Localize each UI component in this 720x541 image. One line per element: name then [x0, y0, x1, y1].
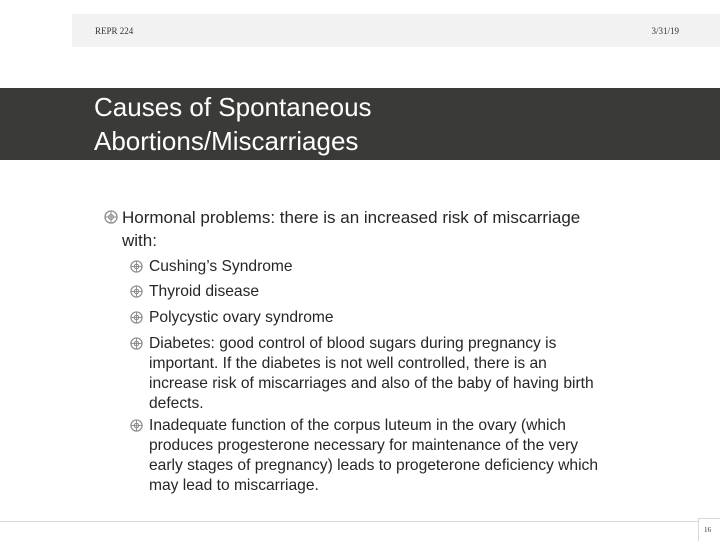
sub-bullet-line: may lead to miscarriage.	[149, 477, 319, 494]
sub-bullet-line: early stages of pregnancy) leads to progeterone deficiency which	[149, 457, 599, 474]
slide-date: 3/31/19	[651, 26, 679, 36]
sub-bullet-line: defects.	[149, 395, 204, 412]
course-code: REPR 224	[95, 26, 134, 36]
sub-bullet-line: Polycystic ovary syndrome	[149, 309, 334, 326]
sub-bullet-line: Thyroid disease	[149, 283, 260, 300]
sub-bullet-line: Inadequate function of the corpus luteum in the ovary (which	[149, 417, 566, 434]
target-bullet-icon	[104, 210, 118, 224]
header-bar	[72, 14, 720, 47]
sub-bullet-line: important. If the diabetes is not well controlled, there is an	[149, 355, 547, 372]
slide-title-line-2: Abortions/Miscarriages	[94, 126, 359, 156]
target-bullet-icon	[130, 337, 143, 350]
sub-bullet-line: Cushing’s Syndrome	[149, 258, 293, 275]
sub-bullet-line: Diabetes: good control of blood sugars during pregnancy is	[149, 335, 557, 352]
sub-bullet-line: produces progesterone necessary for maintenance of the very	[149, 437, 579, 454]
slide-title	[94, 90, 694, 158]
page-number: 16	[704, 526, 711, 534]
main-bullet-line-2: with:	[122, 231, 157, 250]
target-bullet-icon	[130, 285, 143, 298]
slide-title-line-1: Causes of Spontaneous	[94, 92, 372, 122]
sub-bullet-line: increase risk of miscarriages and also of the baby of having birth	[149, 375, 594, 392]
footer-divider	[0, 521, 700, 522]
target-bullet-icon	[130, 419, 143, 432]
target-bullet-icon	[130, 260, 143, 273]
main-bullet-line-1: Hormonal problems: there is an increased risk of miscarriage	[122, 208, 581, 227]
target-bullet-icon	[130, 311, 143, 324]
